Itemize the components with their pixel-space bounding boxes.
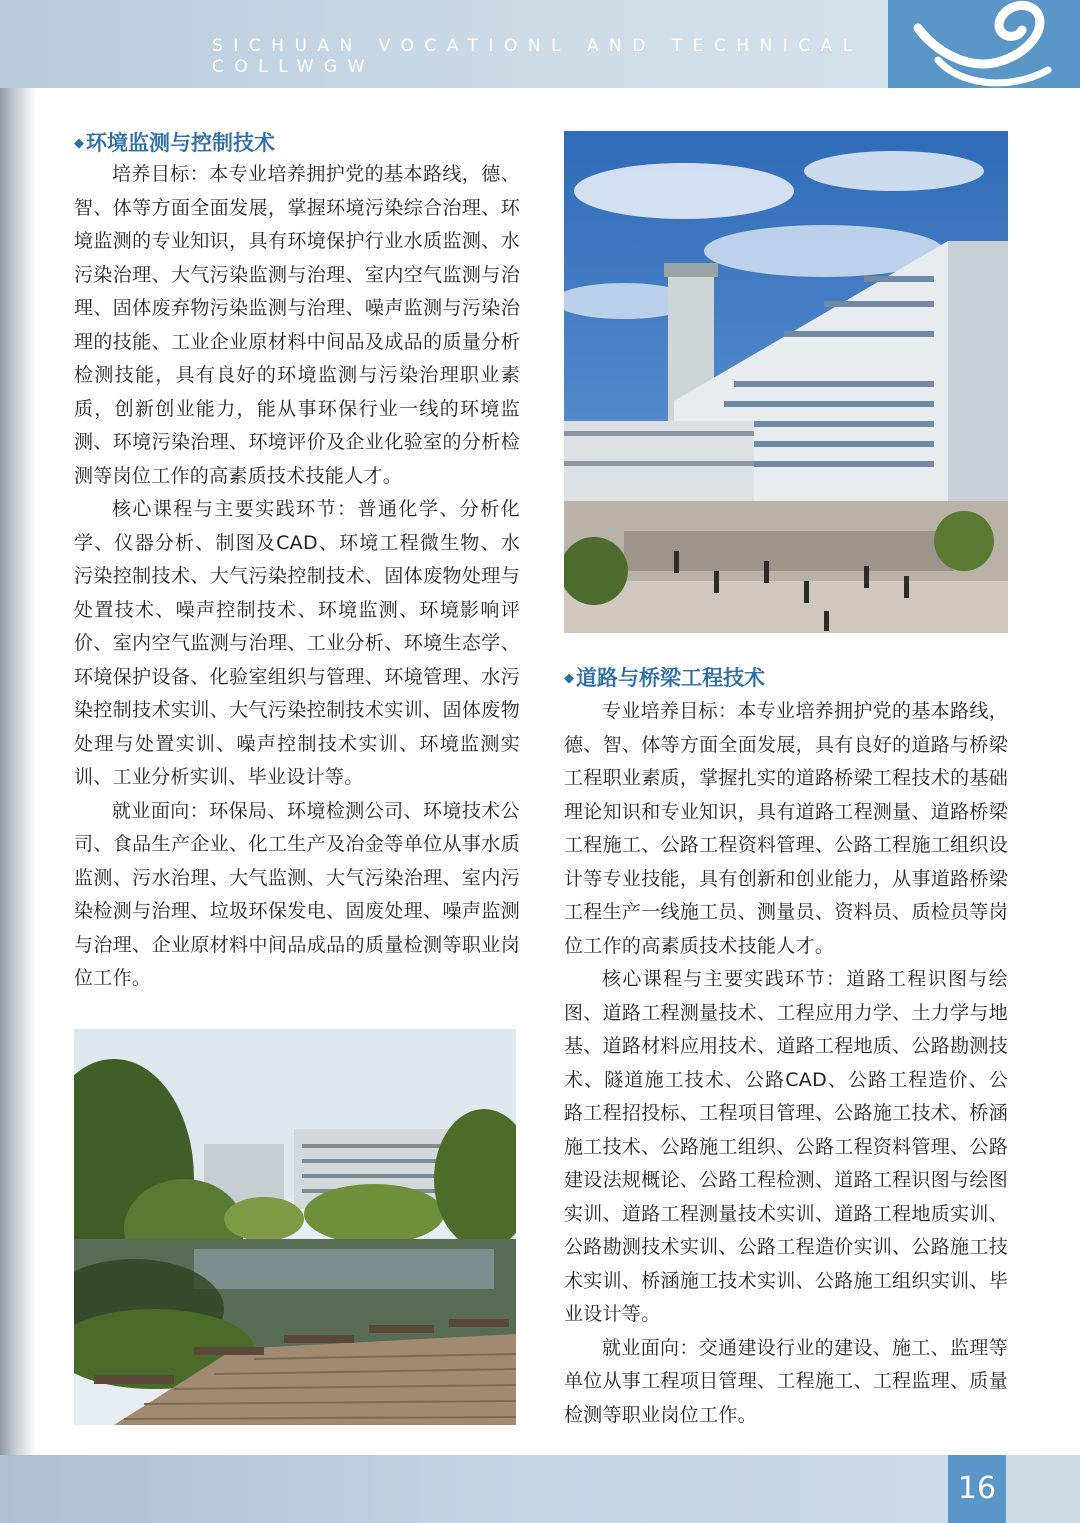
environment-core-courses: 核心课程与主要实践环节：普通化学、分析化学、仪器分析、制图及CAD、环境工程微生物、水污染控制技术、大气污染控制技术、固体废物处理与处置技术、噪声控制技术、环境监测、环境影响评价、室内空气监测与治理、工业分析、环境生态学、环境保护设备、化验室组织与管理、环境管理、水污染控制技术实训、大气污染控制技术实训、固体废物处理与处置实训、噪声控制技术实训、环境监测实训、工业分析实训、毕业设计等。 xyxy=(74,498,520,788)
page-number: 16 xyxy=(948,1455,1006,1523)
campus-lake-photo xyxy=(74,1029,516,1425)
page-spine-shadow xyxy=(0,0,36,1523)
road-bridge-core-courses: 核心课程与主要实践环节：道路工程识图与绘图、道路工程测量技术、工程应用力学、土力学与地基、道路材料应用技术、道路工程地质、公路勘测技术、隧道施工技术、公路CAD、公路工程造价、公路工程招投标、工程项目管理、公路施工技术、桥涵施工技术、公路施工组织、公路工程资料管理、公路建设法规概论、公路工程检测、道路工程识图与绘图实训、道路工程测量技术实训、道路工程地质实训、公路勘测技术实训、公路工程造价实训、公路施工技术实训、桥涵施工技术实训、公路施工组织实训、毕业设计等。 xyxy=(564,968,1008,1325)
section-road-bridge-title: ◆道路与桥梁工程技术 xyxy=(564,666,765,690)
diamond-bullet-icon: ◆ xyxy=(74,136,84,151)
college-swirl-logo-icon xyxy=(888,0,1080,88)
road-bridge-training-goal: 专业培养目标：本专业培养拥护党的基本路线，德、智、体等方面全面发展，具有良好的道路与桥梁工程职业素质，掌握扎实的道路桥梁工程技术的基础理论知识和专业知识，具有道路工程测量、道路桥梁工程施工、公路工程资料管理、公路工程施工组织设计等专业技能，具有创新和创业能力，从事道路桥梁工程生产一线施工员、测量员、资料员、质检员等岗位工作的高素质技术技能人才。 xyxy=(564,700,1008,957)
diamond-bullet-icon: ◆ xyxy=(564,671,574,686)
section-environment-body xyxy=(74,158,520,996)
environment-employment: 就业面向：环保局、环境检测公司、环境技术公司、食品生产企业、化工生产及冶金等单位从事水质监测、污水治理、大气监测、大气污染治理、室内污染检测与治理、垃圾环保发电、固废处理、噪声监测与治理、企业原材料中间品成品的质量检测等职业岗位工作。 xyxy=(74,799,520,989)
header-logo xyxy=(888,0,1080,88)
header-college-name: SICHUAN VOCATIONL AND TECHNICAL COLLWGW xyxy=(212,36,863,77)
page-footer-band xyxy=(0,1455,1080,1523)
environment-training-goal: 培养目标：本专业培养拥护党的基本路线，德、智、体等方面全面发展，掌握环境污染综合治理、环境监测的专业知识，具有环境保护行业水质监测、水污染治理、大气污染监测与治理、室内空气监测与治理、固体废弃物污染监测与治理、噪声监测与污染治理的技能、工业企业原材料中间品及成品的质量分析检测技能，具有良好的环境监测与污染治理职业素质，创新创业能力，能从事环保行业一线的环境监测、环境污染治理、环境评价及企业化验室的分析检测等岗位工作的高素质技术技能人才。 xyxy=(74,163,520,487)
campus-building-photo xyxy=(564,131,1008,633)
section-road-bridge-body xyxy=(564,695,1008,1432)
road-bridge-employment: 就业面向：交通建设行业的建设、施工、监理等单位从事工程项目管理、工程施工、工程监理、质量检测等职业岗位工作。 xyxy=(564,1336,1008,1426)
section-environment-title: ◆环境监测与控制技术 xyxy=(74,131,275,155)
